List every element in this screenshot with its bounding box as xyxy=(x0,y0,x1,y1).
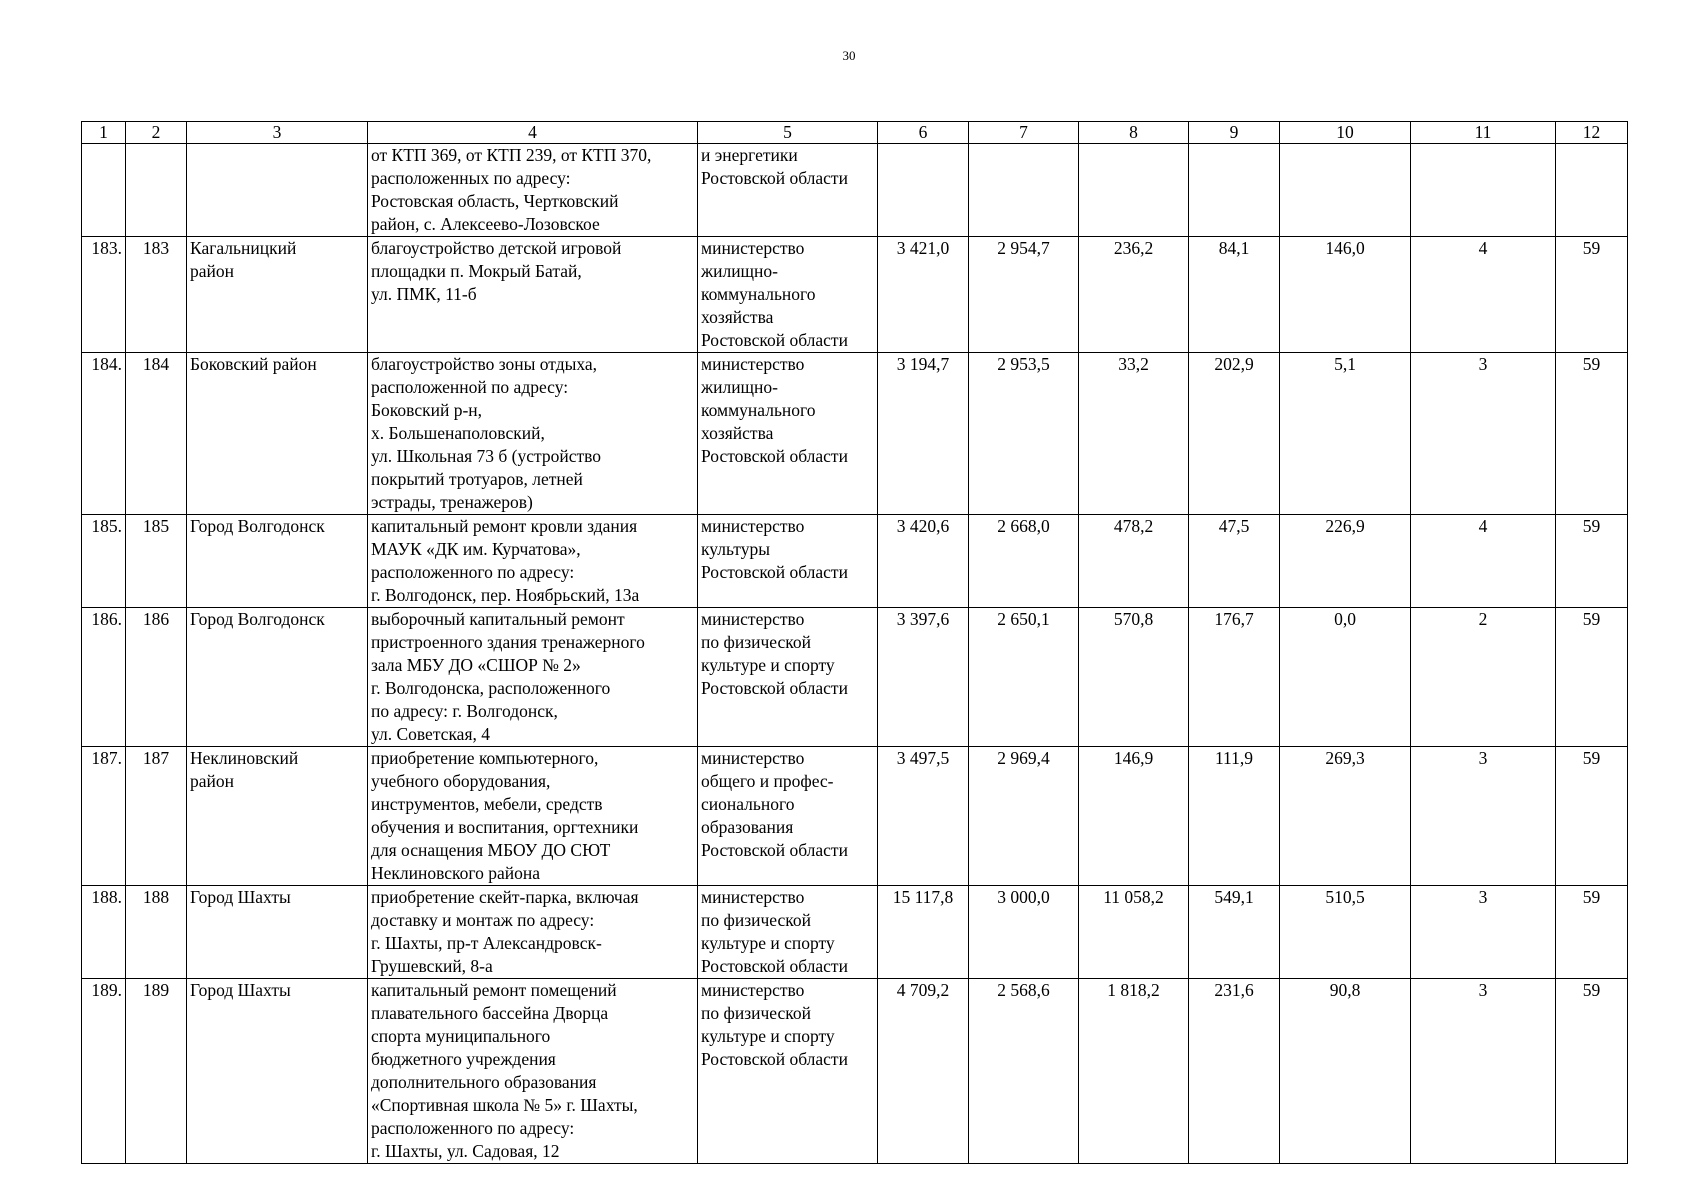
header-cell: 7 xyxy=(969,122,1079,144)
value-cell-6 xyxy=(878,144,969,237)
value-cell-10: 510,5 xyxy=(1280,886,1411,979)
value-cell-10 xyxy=(1280,144,1411,237)
value-cell-9: 202,9 xyxy=(1189,353,1280,515)
value-cell-12: 59 xyxy=(1556,608,1628,747)
header-cell: 4 xyxy=(368,122,698,144)
value-cell-9: 176,7 xyxy=(1189,608,1280,747)
value-cell-9: 47,5 xyxy=(1189,515,1280,608)
table-body xyxy=(82,144,1628,1164)
value-cell-6: 4 709,2 xyxy=(878,979,969,1164)
page-number: 30 xyxy=(842,48,856,63)
value-cell-11: 4 xyxy=(1411,237,1556,353)
row-number-cell: 187. xyxy=(82,747,126,886)
table-row xyxy=(82,144,1628,237)
value-cell-7: 2 568,6 xyxy=(969,979,1079,1164)
value-cell-10: 90,8 xyxy=(1280,979,1411,1164)
value-cell-12: 59 xyxy=(1556,353,1628,515)
value-cell-12 xyxy=(1556,144,1628,237)
municipality-cell: Город Волгодонск xyxy=(187,608,368,747)
object-name-cell: капитальный ремонт помещений плавательного бассейна Дворца спорта муниципального бюджетного учреждения дополнительного образования «Спортивная школа № 5» г. Шахты, расположенного по адресу: г. Шахты, ул. Садовая, 12 xyxy=(368,979,698,1164)
value-cell-9: 231,6 xyxy=(1189,979,1280,1164)
value-cell-12: 59 xyxy=(1556,237,1628,353)
value-cell-10: 0,0 xyxy=(1280,608,1411,747)
code-cell: 188 xyxy=(126,886,187,979)
object-name-cell: выборочный капитальный ремонт пристроенного здания тренажерного зала МБУ ДО «СШОР № 2» г. Волгодонска, расположенного по адресу: г. Волгодонск, ул. Советская, 4 xyxy=(368,608,698,747)
row-number-cell: 184. xyxy=(82,353,126,515)
table-row xyxy=(82,515,1628,608)
object-name-cell: приобретение скейт-парка, включая доставку и монтаж по адресу: г. Шахты, пр-т Александровск- Грушевский, 8-а xyxy=(368,886,698,979)
header-cell: 2 xyxy=(126,122,187,144)
header-cell: 1 xyxy=(82,122,126,144)
value-cell-9: 549,1 xyxy=(1189,886,1280,979)
value-cell-8: 11 058,2 xyxy=(1079,886,1189,979)
value-cell-10: 5,1 xyxy=(1280,353,1411,515)
municipality-cell: Город Шахты xyxy=(187,979,368,1164)
value-cell-6: 3 421,0 xyxy=(878,237,969,353)
value-cell-7: 2 650,1 xyxy=(969,608,1079,747)
value-cell-8 xyxy=(1079,144,1189,237)
value-cell-8: 570,8 xyxy=(1079,608,1189,747)
object-name-cell: от КТП 369, от КТП 239, от КТП 370, расположенных по адресу: Ростовская область, Чертковский район, с. Алексеево-Лозовское xyxy=(368,144,698,237)
value-cell-6: 3 420,6 xyxy=(878,515,969,608)
value-cell-6: 3 497,5 xyxy=(878,747,969,886)
header-cell: 5 xyxy=(698,122,878,144)
value-cell-6: 3 397,6 xyxy=(878,608,969,747)
municipality-cell: Неклиновский район xyxy=(187,747,368,886)
object-name-cell: благоустройство зоны отдыха, расположенной по адресу: Боковский р-н, х. Большенаполовский, ул. Школьная 73 б (устройство покрытий тротуаров, летней эстрады, тренажеров) xyxy=(368,353,698,515)
table-row xyxy=(82,979,1628,1164)
header-cell: 3 xyxy=(187,122,368,144)
code-cell xyxy=(126,144,187,237)
value-cell-7: 2 969,4 xyxy=(969,747,1079,886)
value-cell-9: 111,9 xyxy=(1189,747,1280,886)
value-cell-11 xyxy=(1411,144,1556,237)
value-cell-10: 226,9 xyxy=(1280,515,1411,608)
value-cell-11: 3 xyxy=(1411,886,1556,979)
row-number-cell: 188. xyxy=(82,886,126,979)
ministry-cell: министерство жилищно- коммунального хозяйства Ростовской области xyxy=(698,237,878,353)
header-cell: 9 xyxy=(1189,122,1280,144)
value-cell-11: 3 xyxy=(1411,979,1556,1164)
ministry-cell: министерство культуры Ростовской области xyxy=(698,515,878,608)
row-number-cell xyxy=(82,144,126,237)
value-cell-10: 146,0 xyxy=(1280,237,1411,353)
value-cell-11: 3 xyxy=(1411,747,1556,886)
code-cell: 185 xyxy=(126,515,187,608)
table-row xyxy=(82,886,1628,979)
code-cell: 183 xyxy=(126,237,187,353)
code-cell: 184 xyxy=(126,353,187,515)
row-number-cell: 186. xyxy=(82,608,126,747)
ministry-cell: министерство жилищно- коммунального хозяйства Ростовской области xyxy=(698,353,878,515)
ministry-cell: министерство по физической культуре и спорту Ростовской области xyxy=(698,979,878,1164)
table-row xyxy=(82,608,1628,747)
value-cell-11: 4 xyxy=(1411,515,1556,608)
header-cell: 10 xyxy=(1280,122,1411,144)
value-cell-11: 3 xyxy=(1411,353,1556,515)
value-cell-12: 59 xyxy=(1556,515,1628,608)
header-cell: 6 xyxy=(878,122,969,144)
object-name-cell: капитальный ремонт кровли здания МАУК «ДК им. Курчатова», расположенного по адресу: г. Волгодонск, пер. Ноябрьский, 13а xyxy=(368,515,698,608)
value-cell-7: 2 954,7 xyxy=(969,237,1079,353)
value-cell-8: 478,2 xyxy=(1079,515,1189,608)
code-cell: 186 xyxy=(126,608,187,747)
municipality-cell: Город Волгодонск xyxy=(187,515,368,608)
row-number-cell: 183. xyxy=(82,237,126,353)
value-cell-9: 84,1 xyxy=(1189,237,1280,353)
object-name-cell: приобретение компьютерного, учебного оборудования, инструментов, мебели, средств обучения и воспитания, оргтехники для оснащения МБОУ ДО СЮТ Неклиновского района xyxy=(368,747,698,886)
row-number-cell: 189. xyxy=(82,979,126,1164)
value-cell-8: 33,2 xyxy=(1079,353,1189,515)
municipality-cell xyxy=(187,144,368,237)
ministry-cell: министерство по физической культуре и спорту Ростовской области xyxy=(698,608,878,747)
header-cell: 8 xyxy=(1079,122,1189,144)
municipality-cell: Город Шахты xyxy=(187,886,368,979)
data-table xyxy=(81,121,1628,1164)
value-cell-11: 2 xyxy=(1411,608,1556,747)
value-cell-12: 59 xyxy=(1556,747,1628,886)
value-cell-12: 59 xyxy=(1556,886,1628,979)
value-cell-8: 146,9 xyxy=(1079,747,1189,886)
table-row xyxy=(82,237,1628,353)
header-cell: 11 xyxy=(1411,122,1556,144)
row-number-cell: 185. xyxy=(82,515,126,608)
object-name-cell: благоустройство детской игровой площадки п. Мокрый Батай, ул. ПМК, 11-б xyxy=(368,237,698,353)
value-cell-7: 2 668,0 xyxy=(969,515,1079,608)
table-row xyxy=(82,353,1628,515)
value-cell-9 xyxy=(1189,144,1280,237)
table-row xyxy=(82,747,1628,886)
value-cell-6: 3 194,7 xyxy=(878,353,969,515)
header-row xyxy=(82,122,1628,144)
code-cell: 189 xyxy=(126,979,187,1164)
value-cell-8: 236,2 xyxy=(1079,237,1189,353)
value-cell-12: 59 xyxy=(1556,979,1628,1164)
value-cell-8: 1 818,2 xyxy=(1079,979,1189,1164)
municipality-cell: Боковский район xyxy=(187,353,368,515)
ministry-cell: министерство общего и профес- сионального образования Ростовской области xyxy=(698,747,878,886)
value-cell-10: 269,3 xyxy=(1280,747,1411,886)
value-cell-7: 3 000,0 xyxy=(969,886,1079,979)
code-cell: 187 xyxy=(126,747,187,886)
header-cell: 12 xyxy=(1556,122,1628,144)
value-cell-6: 15 117,8 xyxy=(878,886,969,979)
value-cell-7: 2 953,5 xyxy=(969,353,1079,515)
municipality-cell: Кагальницкий район xyxy=(187,237,368,353)
ministry-cell: и энергетики Ростовской области xyxy=(698,144,878,237)
value-cell-7 xyxy=(969,144,1079,237)
ministry-cell: министерство по физической культуре и спорту Ростовской области xyxy=(698,886,878,979)
